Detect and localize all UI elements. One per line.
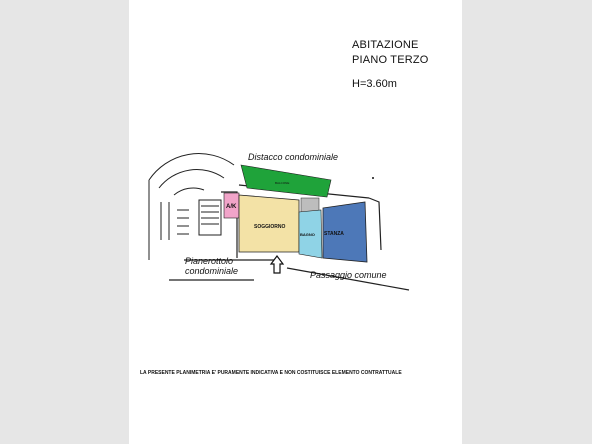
stairwell	[149, 154, 237, 260]
room-ak-label: A/K	[226, 204, 237, 210]
header-line-piano: PIANO TERZO	[352, 54, 429, 66]
room-soggiorno-label: SOGGIORNO	[254, 224, 286, 230]
label-pianerottolo-line2: condominiale	[185, 266, 239, 276]
marker-dot-icon	[372, 177, 374, 179]
label-pianerottolo	[185, 256, 238, 276]
room-balcone-label: BALCONE	[275, 181, 290, 185]
room-disimpegno	[301, 198, 319, 212]
header-height: H=3.60m	[352, 78, 397, 90]
floor-plan	[129, 140, 462, 300]
room-bagno-label: BAGNO	[300, 232, 315, 237]
disclaimer-text: LA PRESENTE PLANIMETRIA E' PURAMENTE INDICATIVA E NON COSTITUISCE ELEMENTO CONTRATTUALE	[140, 370, 402, 376]
room-stanza-label: STANZA	[324, 231, 344, 237]
entrance-arrow-icon	[271, 256, 283, 273]
header-line-abitazione: ABITAZIONE	[352, 39, 419, 51]
label-pianerottolo-line1: Pianerottolo	[185, 256, 234, 266]
header-title	[352, 38, 429, 68]
label-distacco: Distacco condominiale	[248, 152, 339, 162]
label-passaggio: Passaggio comune	[310, 270, 387, 280]
